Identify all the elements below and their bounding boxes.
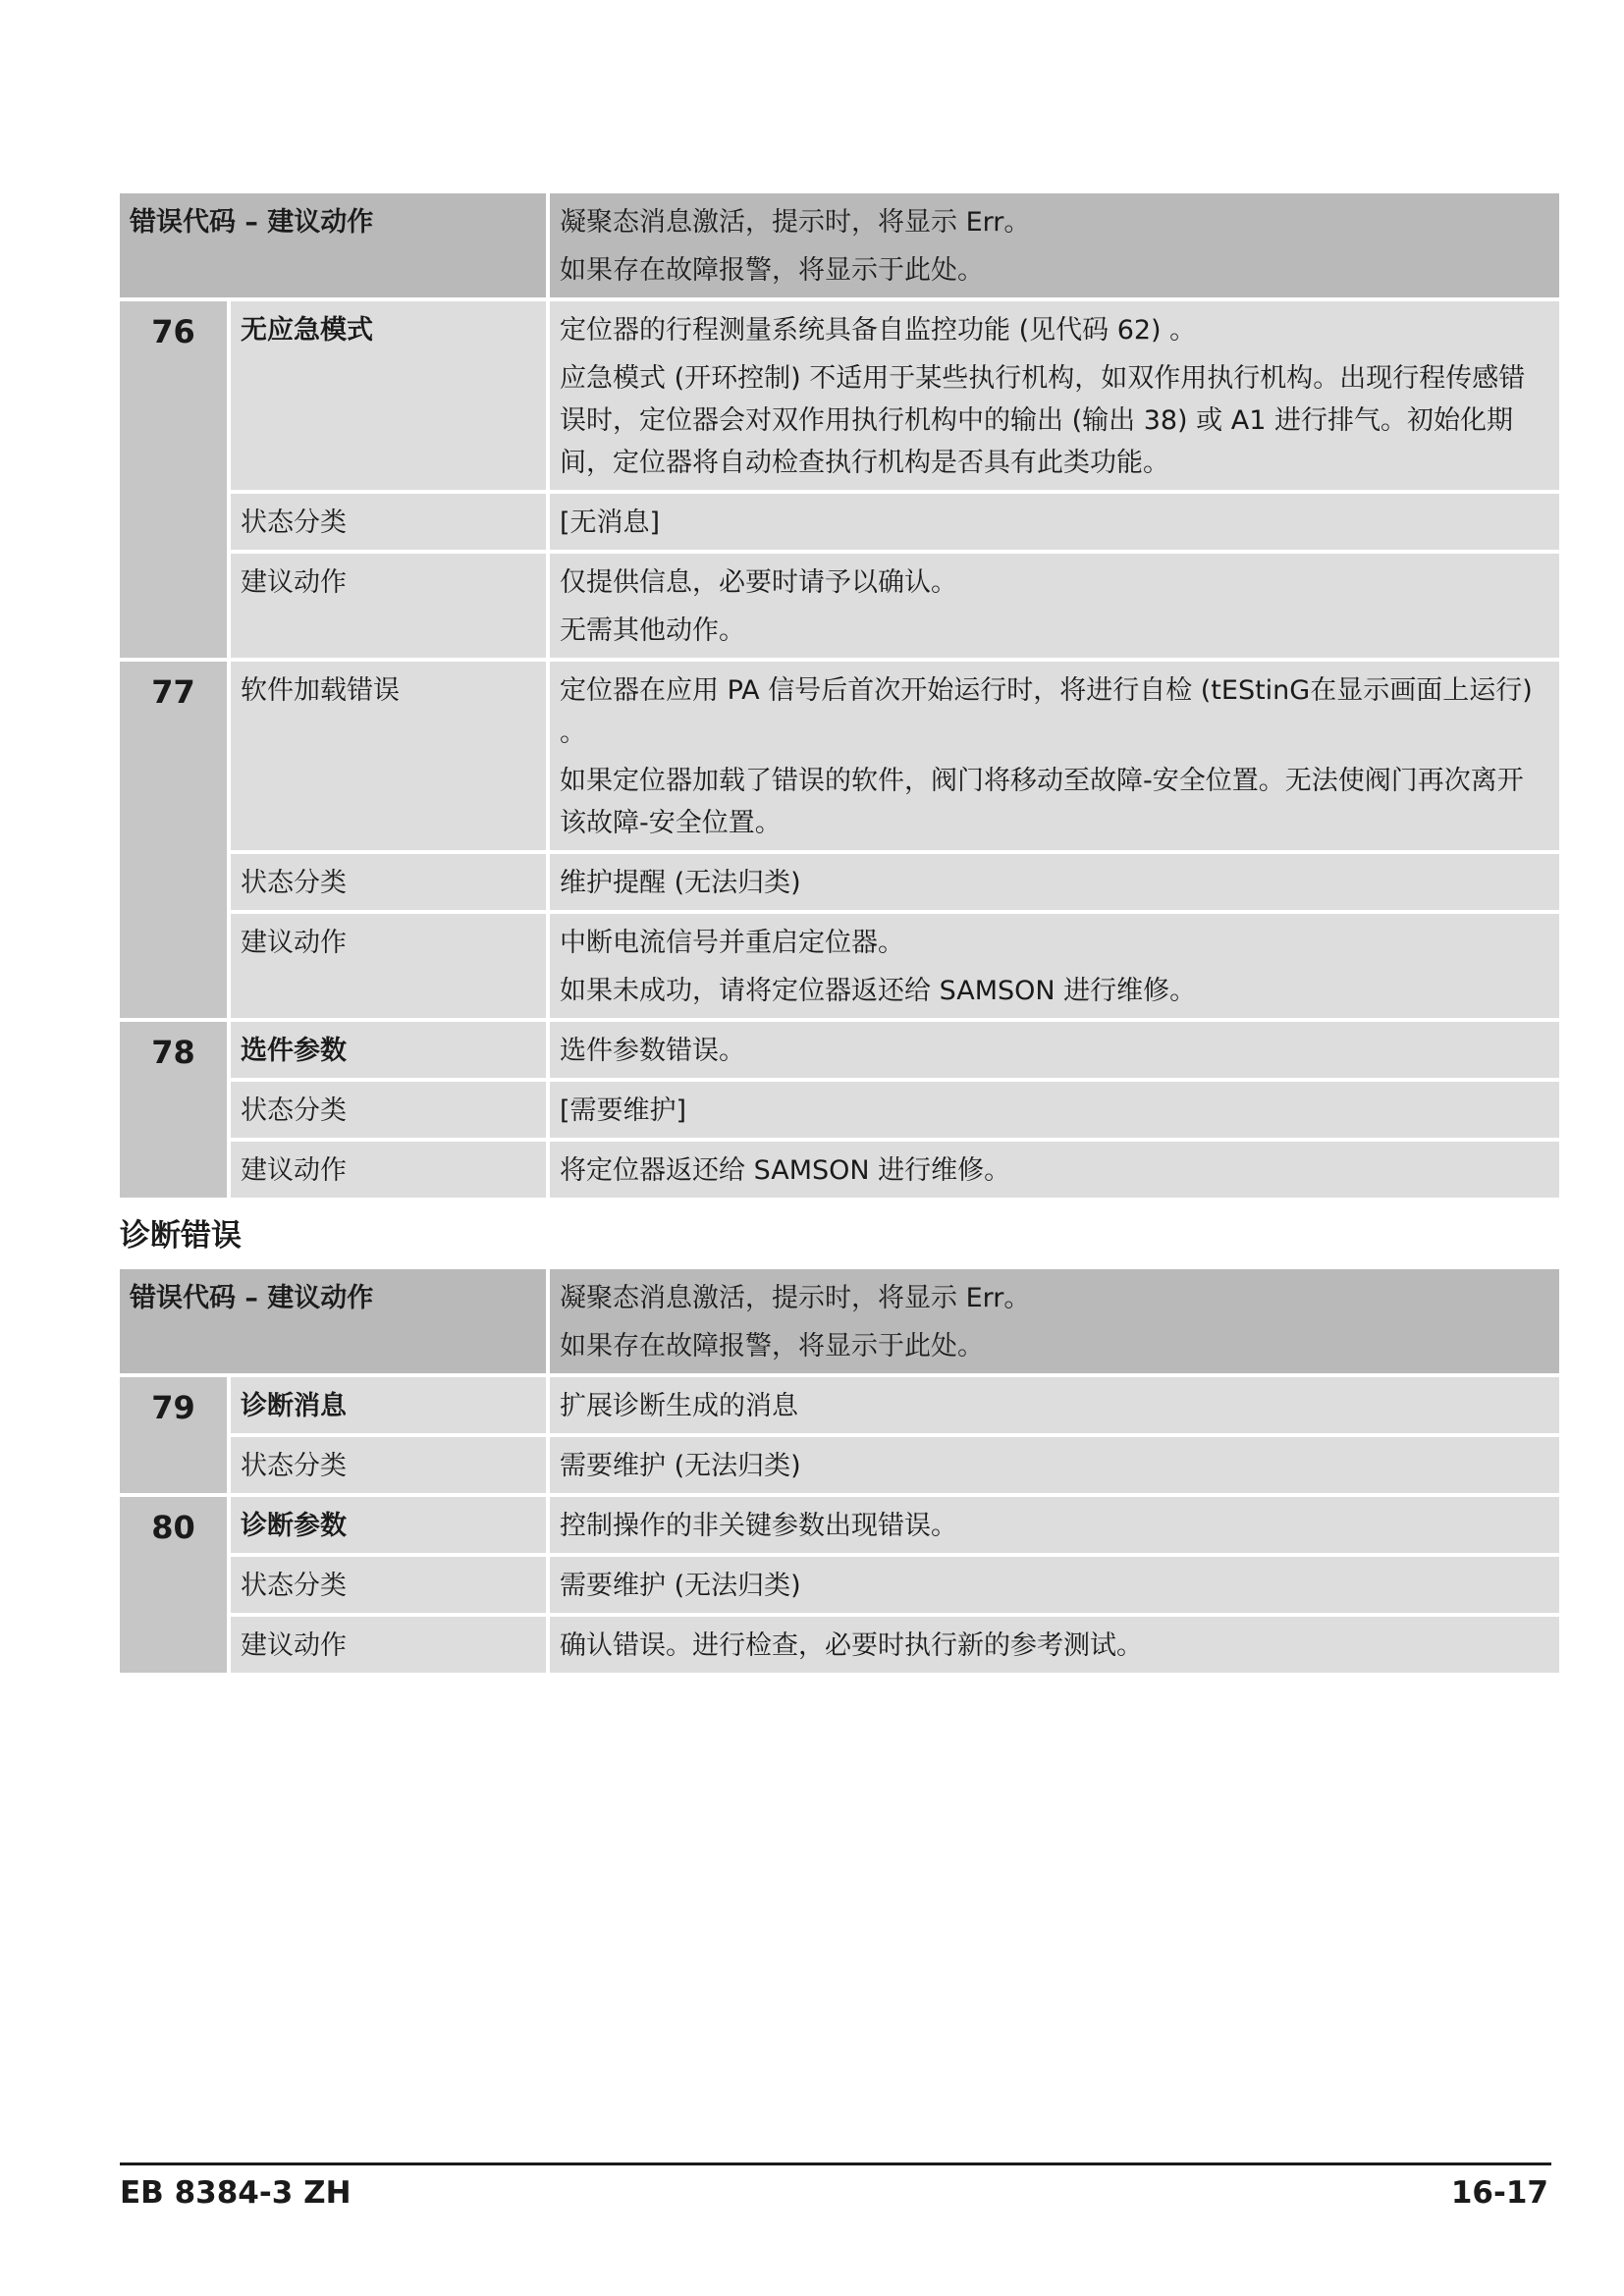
row-label: 建议动作 bbox=[231, 554, 546, 658]
row-description bbox=[550, 1497, 1559, 1553]
error-code: 79 bbox=[120, 1377, 227, 1493]
description-line: 将定位器返还给 SAMSON 进行维修。 bbox=[560, 1155, 1011, 1186]
row-label: 状态分类 bbox=[231, 494, 546, 550]
row-description bbox=[550, 1557, 1559, 1613]
row-label: 建议动作 bbox=[231, 1617, 546, 1673]
row-description bbox=[550, 854, 1559, 910]
description-line: 定位器在应用 PA 信号后首次开始运行时，将进行自检 (tEStinG在显示画面上运行) 。 bbox=[560, 675, 1533, 748]
description-line: 需要维护 (无法归类) bbox=[560, 1571, 801, 1601]
row-label: 软件加载错误 bbox=[231, 662, 546, 850]
description-line: 需要维护 (无法归类) bbox=[560, 1451, 801, 1481]
document-number: EB 8384-3 ZH bbox=[120, 2175, 352, 2211]
row-label: 诊断参数 bbox=[231, 1497, 546, 1553]
row-description bbox=[550, 1377, 1559, 1433]
header-note-line: 如果存在故障报警，将显示于此处。 bbox=[560, 1331, 984, 1362]
row-description bbox=[550, 301, 1559, 490]
row-description bbox=[550, 1437, 1559, 1493]
description-line: [无消息] bbox=[560, 507, 661, 538]
header-note-line: 凝聚态消息激活，提示时，将显示 Err。 bbox=[560, 207, 1031, 238]
description-line: 确认错误。进行检查，必要时执行新的参考测试。 bbox=[560, 1630, 1143, 1661]
error-code: 76 bbox=[120, 301, 227, 658]
row-label: 状态分类 bbox=[231, 854, 546, 910]
error-table-diagnostics bbox=[120, 1269, 1551, 1673]
row-label: 诊断消息 bbox=[231, 1377, 546, 1433]
footer-divider bbox=[120, 2163, 1551, 2165]
row-description bbox=[550, 1617, 1559, 1673]
error-code: 80 bbox=[120, 1497, 227, 1673]
page-number: 16-17 bbox=[1450, 2175, 1548, 2211]
error-code: 78 bbox=[120, 1022, 227, 1198]
description-line: [需要维护] bbox=[560, 1095, 687, 1126]
description-line: 仅提供信息，必要时请予以确认。 bbox=[560, 567, 957, 598]
description-line: 选件参数错误。 bbox=[560, 1036, 745, 1066]
description-line: 定位器的行程测量系统具备自监控功能 (见代码 62) 。 bbox=[560, 315, 1197, 346]
row-description bbox=[550, 554, 1559, 658]
row-label: 选件参数 bbox=[231, 1022, 546, 1078]
row-label: 状态分类 bbox=[231, 1082, 546, 1138]
row-label: 状态分类 bbox=[231, 1437, 546, 1493]
error-code: 77 bbox=[120, 662, 227, 1018]
table-header-label: 错误代码 – 建议动作 bbox=[120, 193, 546, 297]
section-title: 诊断错误 bbox=[120, 1218, 242, 1254]
table-header-note bbox=[550, 1269, 1559, 1373]
description-line: 维护提醒 (无法归类) bbox=[560, 868, 801, 898]
description-line: 中断电流信号并重启定位器。 bbox=[560, 928, 904, 958]
row-label: 建议动作 bbox=[231, 914, 546, 1018]
description-line: 扩展诊断生成的消息 bbox=[560, 1391, 798, 1421]
row-description bbox=[550, 1142, 1559, 1198]
row-description bbox=[550, 662, 1559, 850]
row-description bbox=[550, 1082, 1559, 1138]
error-table-main bbox=[120, 193, 1551, 1198]
table-header-label: 错误代码 – 建议动作 bbox=[120, 1269, 546, 1373]
table-header-note bbox=[550, 193, 1559, 297]
row-label: 无应急模式 bbox=[231, 301, 546, 490]
row-description bbox=[550, 914, 1559, 1018]
header-note-line: 如果存在故障报警，将显示于此处。 bbox=[560, 255, 984, 286]
row-description bbox=[550, 1022, 1559, 1078]
description-line: 应急模式 (开环控制) 不适用于某些执行机构，如双作用执行机构。出现行程传感错误时，定位器会对双作用执行机构中的输出 (输出 38) 或 A1 进行排气。初始化期间，定位器将自动检查执行机构是否具有此类功能。 bbox=[560, 363, 1526, 478]
row-label: 建议动作 bbox=[231, 1142, 546, 1198]
description-line: 无需其他动作。 bbox=[560, 615, 745, 646]
row-description bbox=[550, 494, 1559, 550]
header-note-line: 凝聚态消息激活，提示时，将显示 Err。 bbox=[560, 1283, 1031, 1313]
description-line: 如果定位器加载了错误的软件，阀门将移动至故障-安全位置。无法使阀门再次离开该故障-安全位置。 bbox=[560, 766, 1524, 838]
description-line: 如果未成功，请将定位器返还给 SAMSON 进行维修。 bbox=[560, 976, 1197, 1006]
row-label: 状态分类 bbox=[231, 1557, 546, 1613]
description-line: 控制操作的非关键参数出现错误。 bbox=[560, 1511, 957, 1541]
